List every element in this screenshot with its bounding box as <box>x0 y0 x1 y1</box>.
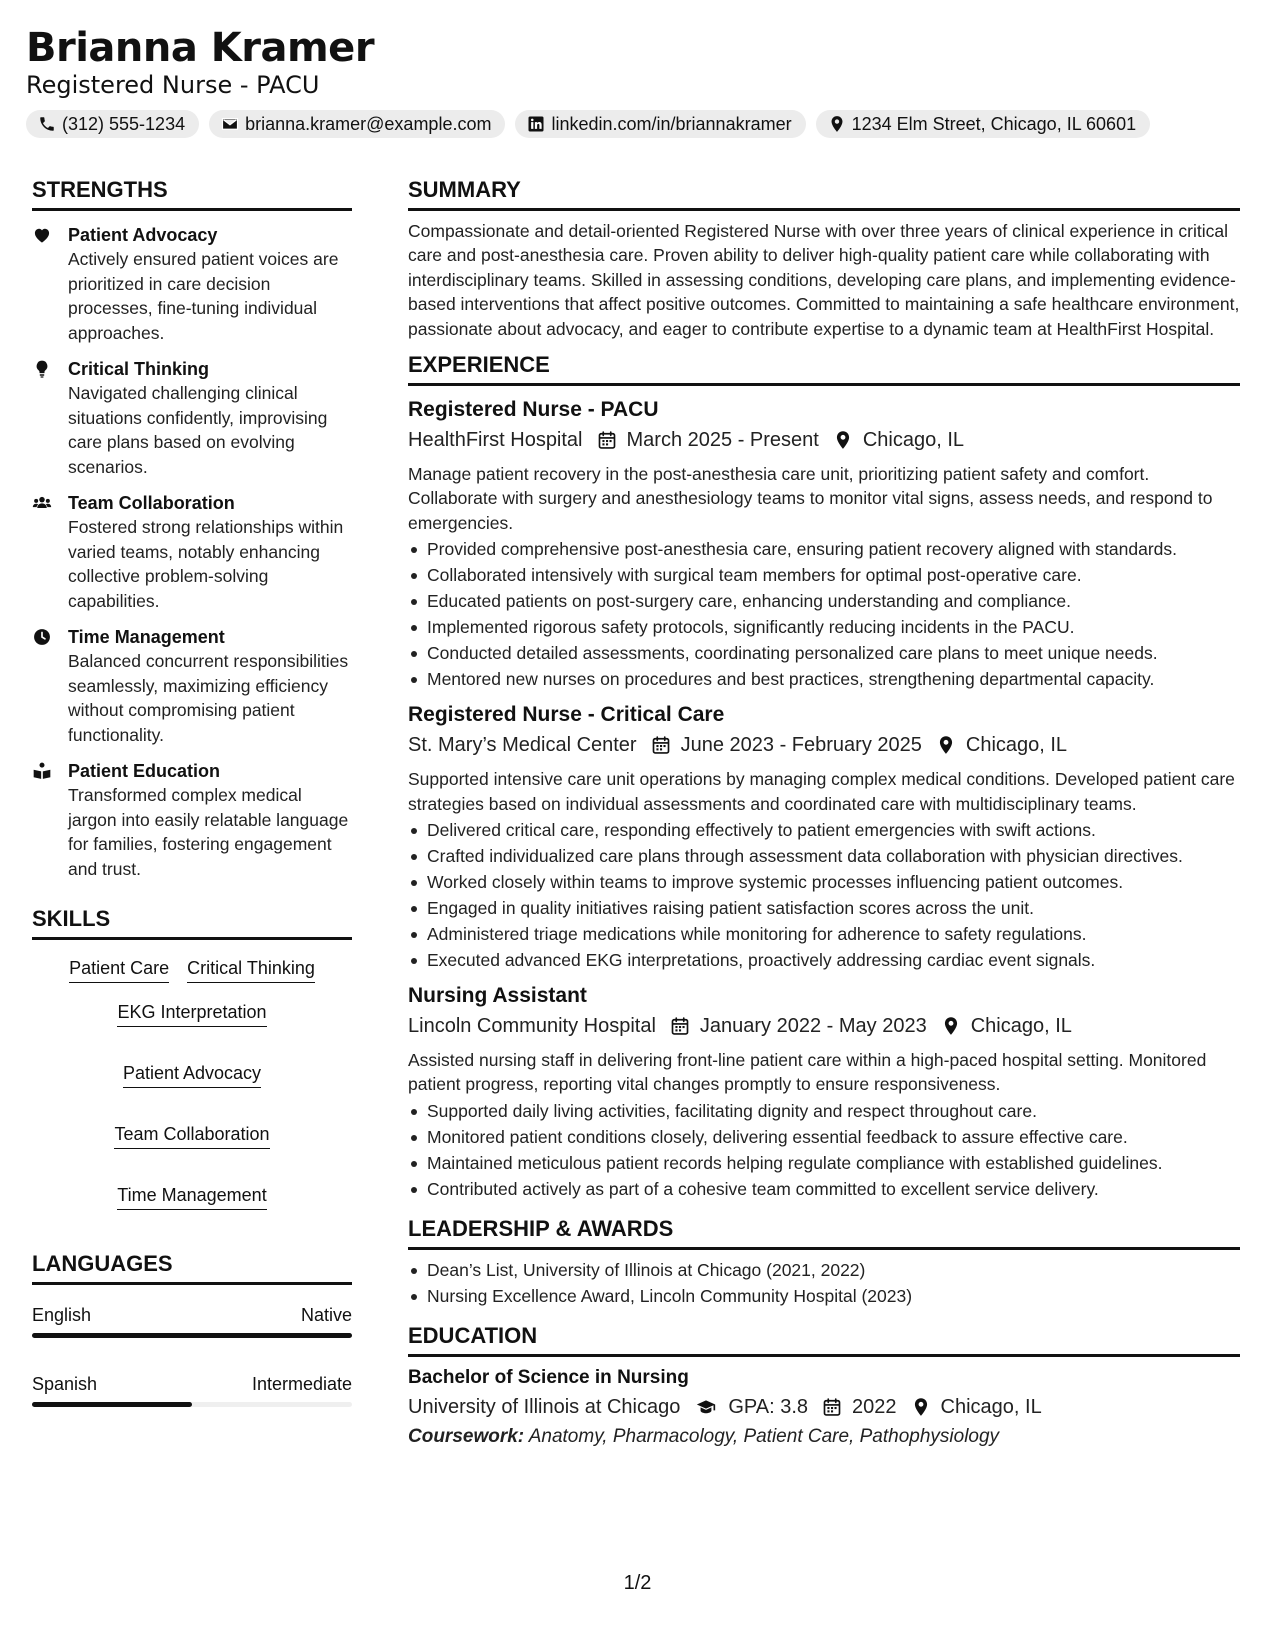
job-description: Manage patient recovery in the post-anesthesia care unit, prioritizing patient safety and comfort. Collaborate with surgery and anesthesiology teams to monitor vital signs, assess needs, and respond to emergencies. <box>408 464 1213 533</box>
list-item: Contributed actively as part of a cohesive team committed to excellent service delivery. <box>408 1177 1240 1201</box>
job-employer: Lincoln Community Hospital <box>408 1015 656 1038</box>
contact-address[interactable] <box>816 110 1151 138</box>
location-pin-icon <box>911 1397 931 1417</box>
calendar-icon <box>597 430 617 450</box>
strength-description: Actively ensured patient voices are prioritized in care decision processes, fine-tuning individual approaches. <box>68 249 339 343</box>
graduation-cap-icon <box>694 1397 718 1417</box>
list-item: Worked closely within teams to improve systemic processes influencing patient outcomes. <box>408 870 1240 894</box>
languages-section <box>32 1250 352 1407</box>
list-item: Implemented rigorous safety protocols, significantly reducing incidents in the PACU. <box>408 615 1240 639</box>
language-name: English <box>32 1305 92 1325</box>
contact-phone-text: (312) 555-1234 <box>62 114 186 134</box>
language-item <box>32 1303 352 1338</box>
envelope-icon <box>221 115 239 133</box>
language-proficiency-fill <box>32 1333 352 1338</box>
skill-tag: Patient Advocacy <box>123 1061 261 1088</box>
summary-section <box>408 176 1240 341</box>
job-bullets <box>408 537 1240 691</box>
contact-email[interactable] <box>209 110 505 138</box>
left-column <box>32 176 352 1407</box>
job-dates: June 2023 - February 2025 <box>680 734 922 757</box>
list-item: Administered triage medications while monitoring for adherence to safety regulations. <box>408 922 1240 946</box>
heart-icon <box>32 225 52 245</box>
education-meta <box>408 1393 1240 1421</box>
job-bullets <box>408 818 1240 972</box>
list-item: Mentored new nurses on procedures and best practices, strengthening departmental capacity. <box>408 667 1240 691</box>
strength-item <box>32 625 352 747</box>
skill-tag: Critical Thinking <box>187 956 315 983</box>
experience-heading: EXPERIENCE <box>408 351 1240 386</box>
contact-bar <box>26 110 1256 138</box>
contact-phone[interactable] <box>26 110 199 138</box>
strength-description: Balanced concurrent responsibilities seamlessly, maximizing efficiency without compromising patient functionality. <box>68 651 349 745</box>
list-item: Monitored patient conditions closely, delivering essential feedback to assure effective care. <box>408 1125 1240 1149</box>
strength-description: Fostered strong relationships within varied teams, notably enhancing collective problem-solving capabilities. <box>68 517 344 611</box>
education-section <box>408 1322 1240 1451</box>
list-item: Educated patients on post-surgery care, enhancing understanding and compliance. <box>408 589 1240 613</box>
coursework <box>408 1423 1240 1451</box>
skills-list <box>32 956 352 1210</box>
strength-title: Critical Thinking <box>68 359 210 379</box>
job-entry <box>408 701 1240 972</box>
job-meta <box>408 731 1240 759</box>
degree-title: Bachelor of Science in Nursing <box>408 1366 689 1388</box>
job-title: Registered Nurse - PACU <box>408 398 659 422</box>
list-item: Maintained meticulous patient records helping regulate compliance with established guidelines. <box>408 1151 1240 1175</box>
job-meta <box>408 1012 1240 1040</box>
strength-item <box>32 223 352 345</box>
language-proficiency-fill <box>32 1402 192 1407</box>
skill-tag: EKG Interpretation <box>117 1000 266 1027</box>
reader-icon <box>32 761 52 781</box>
calendar-icon <box>822 1397 842 1417</box>
language-proficiency-bar <box>32 1333 352 1338</box>
contact-email-text: brianna.kramer@example.com <box>245 114 492 134</box>
awards-heading: LEADERSHIP & AWARDS <box>408 1215 1240 1250</box>
right-column <box>408 176 1240 1451</box>
job-meta <box>408 426 1240 454</box>
job-bullets <box>408 1099 1240 1201</box>
coursework-label: Coursework: <box>408 1425 525 1447</box>
awards-section <box>408 1215 1240 1308</box>
list-item: Collaborated intensively with surgical team members for optimal post-operative care. <box>408 563 1240 587</box>
location-pin-icon <box>833 430 853 450</box>
school-location: Chicago, IL <box>940 1395 1042 1418</box>
language-level: Intermediate <box>251 1374 352 1394</box>
experience-section <box>408 351 1240 1201</box>
strengths-section <box>32 176 352 881</box>
gpa: GPA: 3.8 <box>728 1395 809 1418</box>
strength-title: Team Collaboration <box>68 493 235 513</box>
strength-title: Patient Advocacy <box>68 225 218 245</box>
job-description: Assisted nursing staff in delivering front-line patient care within a high-paced hospital setting. Monitored patient progress, reporting vital changes promptly to ensure responsiveness. <box>408 1050 1207 1095</box>
phone-icon <box>38 115 56 133</box>
strength-item <box>32 759 352 881</box>
skill-tag: Team Collaboration <box>114 1122 269 1149</box>
skills-section <box>32 905 352 1210</box>
job-title: Registered Nurse - Critical Care <box>408 703 725 727</box>
job-description: Supported intensive care unit operations by managing complex medical conditions. Developed patient care strategies based on individual assessments and coordinated care with multidisciplinary teams. <box>408 769 1235 814</box>
job-dates: March 2025 - Present <box>626 429 819 452</box>
location-pin-icon <box>936 735 956 755</box>
strength-item <box>32 357 352 479</box>
list-item: Engaged in quality initiatives raising patient satisfaction scores across the unit. <box>408 896 1240 920</box>
list-item: Crafted individualized care plans through assessment data collaboration with physician directives. <box>408 844 1240 868</box>
location-pin-icon <box>941 1016 961 1036</box>
awards-list <box>408 1258 1240 1308</box>
candidate-name: Brianna Kramer <box>26 25 375 71</box>
job-location: Chicago, IL <box>970 1015 1072 1038</box>
list-item: Delivered critical care, responding effectively to patient emergencies with swift actions. <box>408 818 1240 842</box>
strength-description: Navigated challenging clinical situations confidently, improvising care plans based on evolving scenarios. <box>68 383 328 477</box>
strength-title: Patient Education <box>68 761 221 781</box>
candidate-title: Registered Nurse - PACU <box>26 71 320 99</box>
summary-text: Compassionate and detail-oriented Registered Nurse with over three years of clinical experience in critical care and post-anesthesia care. Proven ability to deliver high-quality patient care while collaborating with interdisciplinary teams. Skilled in assessing conditions, developing care plans, and implementing evidence-based interventions that affect positive outcomes. Committed to maintaining a safe healthcare environment, passionate about advocacy, and eager to contribute expertise to a dynamic team at HealthFirst Hospital. <box>408 221 1240 339</box>
strengths-heading: STRENGTHS <box>32 176 352 211</box>
list-item: Dean’s List, University of Illinois at Chicago (2021, 2022) <box>408 1258 1240 1282</box>
job-dates: January 2022 - May 2023 <box>699 1015 927 1038</box>
languages-heading: LANGUAGES <box>32 1250 352 1285</box>
skills-heading: SKILLS <box>32 905 352 940</box>
language-item <box>32 1372 352 1407</box>
education-heading: EDUCATION <box>408 1322 1240 1357</box>
list-item: Conducted detailed assessments, coordinating personalized care plans to meet unique needs. <box>408 641 1240 665</box>
clock-icon <box>32 627 52 647</box>
lightbulb-icon <box>32 359 52 379</box>
job-location: Chicago, IL <box>862 429 965 452</box>
job-employer: St. Mary’s Medical Center <box>408 734 637 757</box>
skill-tag: Patient Care <box>69 956 169 983</box>
school-name: University of Illinois at Chicago <box>408 1395 681 1418</box>
job-employer: HealthFirst Hospital <box>408 429 583 452</box>
calendar-icon <box>651 735 671 755</box>
summary-heading: SUMMARY <box>408 176 1240 211</box>
page-number: 1/2 <box>623 1572 652 1594</box>
strength-item <box>32 491 352 613</box>
list-item: Executed advanced EKG interpretations, proactively addressing cardiac event signals. <box>408 948 1240 972</box>
strength-description: Transformed complex medical jargon into easily relatable language for families, fostering engagement and trust. <box>68 785 349 879</box>
users-icon <box>32 493 52 513</box>
skill-tag: Time Management <box>117 1183 266 1210</box>
job-title: Nursing Assistant <box>408 984 587 1008</box>
language-name: Spanish <box>32 1374 98 1394</box>
location-pin-icon <box>828 115 846 133</box>
linkedin-icon <box>527 115 545 133</box>
contact-address-text: 1234 Elm Street, Chicago, IL 60601 <box>851 114 1137 134</box>
graduation-year: 2022 <box>852 1395 897 1418</box>
coursework-list: Anatomy, Pharmacology, Patient Care, Pathophysiology <box>528 1425 1000 1447</box>
language-level: Native <box>300 1305 352 1325</box>
language-proficiency-bar <box>32 1402 352 1407</box>
calendar-icon <box>670 1016 690 1036</box>
resume-header <box>26 24 1256 138</box>
contact-linkedin-text: linkedin.com/in/briannakramer <box>551 114 792 134</box>
job-entry <box>408 396 1240 691</box>
list-item: Nursing Excellence Award, Lincoln Community Hospital (2023) <box>408 1284 1240 1308</box>
job-location: Chicago, IL <box>965 734 1068 757</box>
strength-title: Time Management <box>68 627 225 647</box>
list-item: Supported daily living activities, facilitating dignity and respect throughout care. <box>408 1099 1240 1123</box>
job-entry <box>408 982 1240 1201</box>
contact-linkedin[interactable] <box>515 110 805 138</box>
list-item: Provided comprehensive post-anesthesia care, ensuring patient recovery aligned with standards. <box>408 537 1240 561</box>
